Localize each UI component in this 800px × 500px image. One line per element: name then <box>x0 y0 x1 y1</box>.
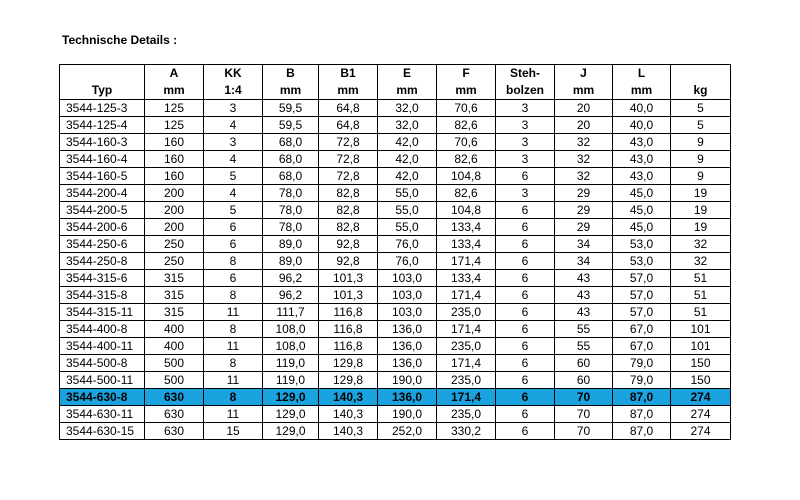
value-cell: 76,0 <box>378 253 437 270</box>
value-cell: 40,0 <box>613 100 671 117</box>
value-cell: 89,0 <box>263 236 319 253</box>
value-cell: 6 <box>496 406 555 423</box>
value-cell: 43,0 <box>613 151 671 168</box>
value-cell: 9 <box>671 134 731 151</box>
type-cell: 3544-200-4 <box>60 185 145 202</box>
value-cell: 6 <box>496 372 555 389</box>
type-cell: 3544-315-8 <box>60 287 145 304</box>
value-cell: 79,0 <box>613 355 671 372</box>
value-cell: 140,3 <box>319 406 378 423</box>
header-cell: A <box>145 65 204 83</box>
value-cell: 29 <box>555 219 613 236</box>
value-cell: 125 <box>145 117 204 134</box>
value-cell: 45,0 <box>613 219 671 236</box>
header-cell: F <box>437 65 496 83</box>
value-cell: 11 <box>204 372 263 389</box>
value-cell: 53,0 <box>613 236 671 253</box>
value-cell: 119,0 <box>263 355 319 372</box>
value-cell: 8 <box>204 287 263 304</box>
value-cell: 6 <box>496 270 555 287</box>
value-cell: 43,0 <box>613 134 671 151</box>
header-cell: bolzen <box>496 82 555 100</box>
value-cell: 19 <box>671 202 731 219</box>
table-row <box>60 304 731 321</box>
value-cell: 19 <box>671 185 731 202</box>
value-cell: 53,0 <box>613 253 671 270</box>
table-row <box>60 270 731 287</box>
header-cell: E <box>378 65 437 83</box>
value-cell: 78,0 <box>263 202 319 219</box>
value-cell: 315 <box>145 287 204 304</box>
value-cell: 160 <box>145 134 204 151</box>
value-cell: 32 <box>671 236 731 253</box>
value-cell: 140,3 <box>319 423 378 440</box>
value-cell: 235,0 <box>437 338 496 355</box>
header-cell: mm <box>378 82 437 100</box>
value-cell: 4 <box>204 117 263 134</box>
value-cell: 315 <box>145 304 204 321</box>
value-cell: 129,0 <box>263 389 319 406</box>
value-cell: 9 <box>671 151 731 168</box>
value-cell: 111,7 <box>263 304 319 321</box>
value-cell: 3 <box>496 117 555 134</box>
header-cell: B1 <box>319 65 378 83</box>
value-cell: 3 <box>496 185 555 202</box>
value-cell: 70 <box>555 423 613 440</box>
value-cell: 136,0 <box>378 338 437 355</box>
header-cell: L <box>613 65 671 83</box>
header-cell: B <box>263 65 319 83</box>
value-cell: 60 <box>555 355 613 372</box>
value-cell: 55 <box>555 321 613 338</box>
value-cell: 76,0 <box>378 236 437 253</box>
value-cell: 400 <box>145 338 204 355</box>
value-cell: 11 <box>204 406 263 423</box>
header-cell: Typ <box>60 82 145 100</box>
header-cell: Steh- <box>496 65 555 83</box>
value-cell: 250 <box>145 253 204 270</box>
value-cell: 150 <box>671 372 731 389</box>
table-row <box>60 423 731 440</box>
type-cell: 3544-160-5 <box>60 168 145 185</box>
value-cell: 250 <box>145 236 204 253</box>
table-row <box>60 202 731 219</box>
value-cell: 200 <box>145 202 204 219</box>
value-cell: 32 <box>671 253 731 270</box>
header-cell: mm <box>145 82 204 100</box>
type-cell: 3544-400-8 <box>60 321 145 338</box>
value-cell: 43 <box>555 270 613 287</box>
value-cell: 42,0 <box>378 134 437 151</box>
type-cell: 3544-160-4 <box>60 151 145 168</box>
table-row <box>60 134 731 151</box>
value-cell: 42,0 <box>378 168 437 185</box>
value-cell: 129,0 <box>263 423 319 440</box>
value-cell: 6 <box>496 236 555 253</box>
value-cell: 20 <box>555 100 613 117</box>
value-cell: 6 <box>496 168 555 185</box>
value-cell: 5 <box>671 117 731 134</box>
value-cell: 6 <box>496 423 555 440</box>
table-row <box>60 117 731 134</box>
value-cell: 55,0 <box>378 219 437 236</box>
value-cell: 15 <box>204 423 263 440</box>
value-cell: 136,0 <box>378 321 437 338</box>
type-cell: 3544-315-11 <box>60 304 145 321</box>
value-cell: 500 <box>145 372 204 389</box>
value-cell: 67,0 <box>613 321 671 338</box>
value-cell: 274 <box>671 406 731 423</box>
value-cell: 630 <box>145 406 204 423</box>
header-row-bottom <box>60 82 731 100</box>
value-cell: 29 <box>555 202 613 219</box>
value-cell: 82,8 <box>319 219 378 236</box>
type-cell: 3544-630-15 <box>60 423 145 440</box>
table-row <box>60 168 731 185</box>
value-cell: 171,4 <box>437 321 496 338</box>
type-cell: 3544-125-3 <box>60 100 145 117</box>
value-cell: 630 <box>145 423 204 440</box>
value-cell: 43,0 <box>613 168 671 185</box>
header-cell: mm <box>437 82 496 100</box>
value-cell: 43 <box>555 304 613 321</box>
type-cell: 3544-315-6 <box>60 270 145 287</box>
value-cell: 101,3 <box>319 287 378 304</box>
value-cell: 116,8 <box>319 321 378 338</box>
value-cell: 129,0 <box>263 406 319 423</box>
value-cell: 72,8 <box>319 134 378 151</box>
value-cell: 3 <box>204 100 263 117</box>
value-cell: 32,0 <box>378 100 437 117</box>
value-cell: 3 <box>204 134 263 151</box>
value-cell: 6 <box>496 219 555 236</box>
header-cell: 1:4 <box>204 82 263 100</box>
type-cell: 3544-500-11 <box>60 372 145 389</box>
header-cell: KK <box>204 65 263 83</box>
value-cell: 103,0 <box>378 270 437 287</box>
table-row <box>60 151 731 168</box>
value-cell: 101,3 <box>319 270 378 287</box>
type-cell: 3544-125-4 <box>60 117 145 134</box>
value-cell: 6 <box>496 287 555 304</box>
value-cell: 82,8 <box>319 185 378 202</box>
header-row-top <box>60 65 731 83</box>
value-cell: 101 <box>671 321 731 338</box>
header-cell: kg <box>671 82 731 100</box>
value-cell: 19 <box>671 219 731 236</box>
value-cell: 160 <box>145 151 204 168</box>
value-cell: 92,8 <box>319 236 378 253</box>
value-cell: 60 <box>555 372 613 389</box>
value-cell: 6 <box>496 304 555 321</box>
value-cell: 4 <box>204 151 263 168</box>
value-cell: 6 <box>204 236 263 253</box>
value-cell: 78,0 <box>263 185 319 202</box>
value-cell: 200 <box>145 219 204 236</box>
value-cell: 252,0 <box>378 423 437 440</box>
value-cell: 6 <box>496 321 555 338</box>
value-cell: 116,8 <box>319 338 378 355</box>
value-cell: 274 <box>671 423 731 440</box>
value-cell: 150 <box>671 355 731 372</box>
type-cell: 3544-630-11 <box>60 406 145 423</box>
value-cell: 55,0 <box>378 185 437 202</box>
value-cell: 104,8 <box>437 168 496 185</box>
value-cell: 140,3 <box>319 389 378 406</box>
value-cell: 6 <box>496 338 555 355</box>
value-cell: 51 <box>671 287 731 304</box>
value-cell: 8 <box>204 355 263 372</box>
value-cell: 400 <box>145 321 204 338</box>
value-cell: 6 <box>496 389 555 406</box>
value-cell: 136,0 <box>378 389 437 406</box>
table-row <box>60 287 731 304</box>
value-cell: 133,4 <box>437 219 496 236</box>
table-row <box>60 100 731 117</box>
value-cell: 136,0 <box>378 355 437 372</box>
table-row <box>60 406 731 423</box>
value-cell: 8 <box>204 253 263 270</box>
value-cell: 119,0 <box>263 372 319 389</box>
value-cell: 51 <box>671 304 731 321</box>
header-cell <box>60 65 145 83</box>
value-cell: 92,8 <box>319 253 378 270</box>
header-cell: mm <box>263 82 319 100</box>
header-cell <box>671 65 731 83</box>
header-cell: mm <box>319 82 378 100</box>
value-cell: 42,0 <box>378 151 437 168</box>
value-cell: 4 <box>204 185 263 202</box>
value-cell: 55,0 <box>378 202 437 219</box>
value-cell: 68,0 <box>263 151 319 168</box>
value-cell: 87,0 <box>613 406 671 423</box>
table-row <box>60 321 731 338</box>
value-cell: 5 <box>204 168 263 185</box>
value-cell: 190,0 <box>378 372 437 389</box>
type-cell: 3544-200-6 <box>60 219 145 236</box>
value-cell: 32 <box>555 151 613 168</box>
value-cell: 235,0 <box>437 406 496 423</box>
value-cell: 32 <box>555 134 613 151</box>
table-row <box>60 355 731 372</box>
value-cell: 82,6 <box>437 185 496 202</box>
type-cell: 3544-250-8 <box>60 253 145 270</box>
value-cell: 70 <box>555 406 613 423</box>
value-cell: 57,0 <box>613 287 671 304</box>
value-cell: 6 <box>496 253 555 270</box>
value-cell: 171,4 <box>437 355 496 372</box>
value-cell: 6 <box>204 219 263 236</box>
type-cell: 3544-500-8 <box>60 355 145 372</box>
value-cell: 200 <box>145 185 204 202</box>
value-cell: 190,0 <box>378 406 437 423</box>
value-cell: 5 <box>204 202 263 219</box>
value-cell: 129,8 <box>319 355 378 372</box>
value-cell: 171,4 <box>437 389 496 406</box>
header-cell: mm <box>555 82 613 100</box>
header-cell: J <box>555 65 613 83</box>
technical-details-table <box>59 64 731 440</box>
value-cell: 103,0 <box>378 287 437 304</box>
value-cell: 103,0 <box>378 304 437 321</box>
header-cell: mm <box>613 82 671 100</box>
value-cell: 89,0 <box>263 253 319 270</box>
value-cell: 6 <box>496 355 555 372</box>
value-cell: 70,6 <box>437 134 496 151</box>
value-cell: 330,2 <box>437 423 496 440</box>
table-row <box>60 372 731 389</box>
value-cell: 64,8 <box>319 100 378 117</box>
value-cell: 96,2 <box>263 270 319 287</box>
value-cell: 87,0 <box>613 389 671 406</box>
table-row <box>60 219 731 236</box>
value-cell: 67,0 <box>613 338 671 355</box>
value-cell: 108,0 <box>263 321 319 338</box>
value-cell: 160 <box>145 168 204 185</box>
value-cell: 34 <box>555 253 613 270</box>
value-cell: 274 <box>671 389 731 406</box>
value-cell: 45,0 <box>613 202 671 219</box>
value-cell: 129,8 <box>319 372 378 389</box>
value-cell: 82,8 <box>319 202 378 219</box>
value-cell: 8 <box>204 321 263 338</box>
type-cell: 3544-630-8 <box>60 389 145 406</box>
value-cell: 116,8 <box>319 304 378 321</box>
value-cell: 20 <box>555 117 613 134</box>
value-cell: 3 <box>496 151 555 168</box>
value-cell: 133,4 <box>437 236 496 253</box>
value-cell: 6 <box>204 270 263 287</box>
type-cell: 3544-200-5 <box>60 202 145 219</box>
value-cell: 125 <box>145 100 204 117</box>
value-cell: 101 <box>671 338 731 355</box>
value-cell: 500 <box>145 355 204 372</box>
value-cell: 68,0 <box>263 168 319 185</box>
value-cell: 315 <box>145 270 204 287</box>
value-cell: 29 <box>555 185 613 202</box>
value-cell: 630 <box>145 389 204 406</box>
value-cell: 171,4 <box>437 287 496 304</box>
value-cell: 87,0 <box>613 423 671 440</box>
value-cell: 34 <box>555 236 613 253</box>
table-row <box>60 236 731 253</box>
value-cell: 11 <box>204 304 263 321</box>
value-cell: 235,0 <box>437 372 496 389</box>
value-cell: 96,2 <box>263 287 319 304</box>
value-cell: 78,0 <box>263 219 319 236</box>
value-cell: 59,5 <box>263 100 319 117</box>
value-cell: 45,0 <box>613 185 671 202</box>
value-cell: 9 <box>671 168 731 185</box>
value-cell: 55 <box>555 338 613 355</box>
table-row-highlighted <box>60 389 731 406</box>
value-cell: 11 <box>204 338 263 355</box>
type-cell: 3544-250-6 <box>60 236 145 253</box>
value-cell: 6 <box>496 202 555 219</box>
value-cell: 3 <box>496 100 555 117</box>
value-cell: 72,8 <box>319 168 378 185</box>
value-cell: 70,6 <box>437 100 496 117</box>
value-cell: 32 <box>555 168 613 185</box>
value-cell: 235,0 <box>437 304 496 321</box>
value-cell: 108,0 <box>263 338 319 355</box>
type-cell: 3544-160-3 <box>60 134 145 151</box>
value-cell: 5 <box>671 100 731 117</box>
value-cell: 104,8 <box>437 202 496 219</box>
value-cell: 40,0 <box>613 117 671 134</box>
value-cell: 68,0 <box>263 134 319 151</box>
value-cell: 82,6 <box>437 117 496 134</box>
value-cell: 133,4 <box>437 270 496 287</box>
type-cell: 3544-400-11 <box>60 338 145 355</box>
value-cell: 3 <box>496 134 555 151</box>
value-cell: 64,8 <box>319 117 378 134</box>
value-cell: 59,5 <box>263 117 319 134</box>
value-cell: 79,0 <box>613 372 671 389</box>
page-title: Technische Details : <box>62 33 178 47</box>
value-cell: 70 <box>555 389 613 406</box>
value-cell: 72,8 <box>319 151 378 168</box>
value-cell: 51 <box>671 270 731 287</box>
value-cell: 57,0 <box>613 304 671 321</box>
value-cell: 57,0 <box>613 270 671 287</box>
value-cell: 8 <box>204 389 263 406</box>
table-row <box>60 253 731 270</box>
value-cell: 32,0 <box>378 117 437 134</box>
table-row <box>60 185 731 202</box>
value-cell: 171,4 <box>437 253 496 270</box>
value-cell: 82,6 <box>437 151 496 168</box>
table-row <box>60 338 731 355</box>
value-cell: 43 <box>555 287 613 304</box>
